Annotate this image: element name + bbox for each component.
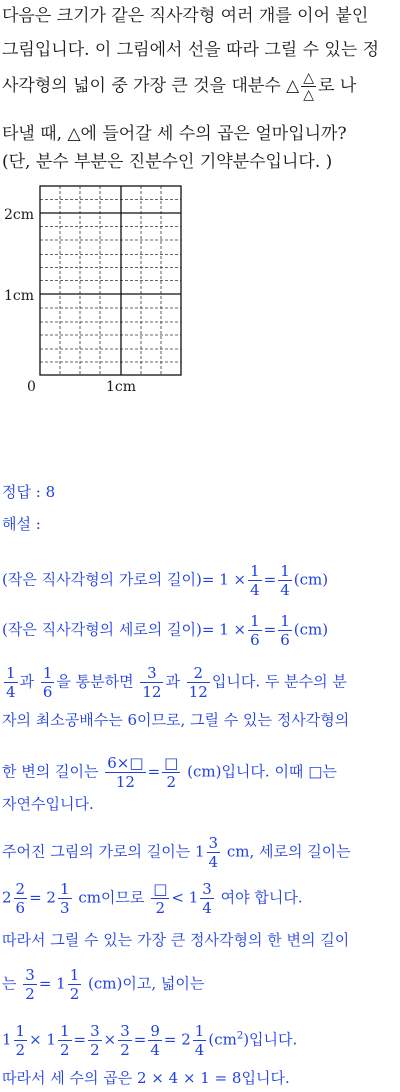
less-than-sign: < 1 (171, 888, 199, 907)
equals-sign: = 2 (29, 888, 56, 907)
solution-text: 과 (165, 672, 180, 691)
fraction-numerator: 3 (25, 966, 35, 984)
label-origin: 0 (27, 379, 36, 395)
solution-line-10 (2, 966, 204, 1003)
fraction (140, 664, 163, 701)
fraction-numerator: 1 (15, 1022, 26, 1040)
fraction-denominator: 12 (115, 773, 135, 791)
whole-number: 2 (2, 888, 12, 907)
fraction-numerator: □ (164, 754, 179, 772)
fraction-numerator: 6×□ (107, 754, 144, 772)
fraction-denominator: 2 (120, 1041, 130, 1059)
solution-text: 과 (19, 672, 35, 691)
solution-text: 한 변의 길이는 (2, 762, 99, 781)
times-sign: × (103, 1030, 117, 1049)
fraction (248, 612, 262, 649)
fraction-denominator: 4 (202, 899, 212, 917)
fraction (14, 880, 28, 917)
fraction-numerator: 1 (194, 1022, 205, 1040)
solution-line-9: 따라서 그릴 수 있는 가장 큰 정사각형의 한 변의 길이 (2, 931, 350, 949)
solution-text: 여야 합니다. (220, 888, 303, 907)
fraction-denominator: 6 (280, 631, 290, 649)
fraction-numerator: 2 (187, 664, 210, 683)
fraction-numerator: 1 (250, 562, 260, 580)
fraction-denominator: 6 (250, 631, 260, 649)
fraction-denominator: 3 (59, 899, 70, 917)
solution-line-11 (2, 1022, 297, 1059)
explanation-label: 해설 : (2, 515, 41, 533)
fraction (118, 1022, 132, 1059)
unit-text: (cm (208, 1030, 237, 1049)
question-line-3 (2, 70, 356, 103)
fraction-numerator: 1 (59, 880, 70, 898)
question-line-3-text-b: 로 나 (318, 76, 357, 96)
fraction-denominator: 4 (280, 581, 290, 599)
whole-number: 1 (2, 1030, 12, 1049)
question-line-1: 다음은 크기가 같은 직사각형 여러 개를 이어 붙인 (2, 6, 369, 26)
solution-text: 는 (2, 974, 17, 993)
fraction-numerator: 1 (69, 966, 80, 984)
fraction (187, 664, 210, 701)
fraction-denominator: 4 (150, 1041, 160, 1059)
solution-line-1 (2, 562, 328, 599)
fraction (151, 880, 169, 917)
equals-sign: = 2 (163, 1030, 191, 1049)
solution-text: 입니다. 두 분수의 분 (211, 672, 347, 691)
fraction (148, 1022, 162, 1059)
fraction-numerator: 1 (250, 612, 260, 630)
fraction-denominator: 6 (42, 683, 53, 701)
fraction (68, 966, 82, 1003)
solution-line-8 (2, 880, 303, 917)
fraction-denominator: 2 (166, 773, 176, 791)
solution-text: cm, 세로의 길이는 (226, 842, 351, 861)
fraction (14, 1022, 28, 1059)
fraction-denominator: 2 (25, 985, 35, 1003)
equals-sign: = (73, 1030, 87, 1049)
solution-text: (cm)입니다. 이때 □는 (187, 762, 337, 781)
fraction-denominator: 12 (188, 683, 208, 701)
grid-dashed-lines (40, 186, 181, 375)
fraction (88, 1022, 102, 1059)
equals-sign: = (147, 762, 161, 781)
fraction-denominator: 2 (90, 1041, 100, 1059)
solution-line-4: 자의 최소공배수는 6이므로, 그릴 수 있는 정사각형의 (2, 711, 350, 729)
fraction-numerator: 3 (120, 1022, 130, 1040)
fraction (193, 1022, 207, 1059)
label-1cm-y: 1cm (4, 288, 35, 304)
fraction-numerator: 9 (150, 1022, 160, 1040)
fraction-denominator: 6 (15, 899, 26, 917)
solution-text: (cm)이고, 넓이는 (88, 974, 205, 993)
solution-text: (작은 직사각형의 가로의 길이)= 1 × (2, 570, 247, 589)
fraction-denominator: 2 (69, 985, 80, 1003)
equals-sign: = 1 (38, 974, 66, 993)
fraction-numerator: 1 (280, 562, 290, 580)
fraction-denominator: △ (303, 87, 315, 103)
fraction-numerator: 1 (59, 1022, 70, 1040)
solution-line-5 (2, 754, 337, 791)
fraction-numerator: 3 (202, 880, 212, 898)
fraction (207, 834, 221, 871)
mixed-fraction-placeholder (301, 70, 316, 103)
label-2cm: 2cm (4, 207, 35, 223)
fraction-denominator: 4 (194, 1041, 205, 1059)
fraction-denominator: 4 (250, 581, 260, 599)
question-line-3-text-a: 사각형의 넓이 중 가장 큰 것을 대분수 △ (2, 76, 300, 96)
fraction-denominator: 12 (142, 683, 162, 701)
fraction (58, 1022, 72, 1059)
unit-text: (cm) (293, 570, 329, 589)
fraction (200, 880, 214, 917)
times-sign: × 1 (29, 1030, 56, 1049)
fraction (248, 562, 262, 599)
fraction-denominator: 2 (15, 1041, 26, 1059)
equals-sign: = (263, 570, 277, 589)
fraction (58, 880, 72, 917)
fraction-denominator: 2 (59, 1041, 70, 1059)
question-line-4: 타낼 때, △에 들어갈 세 수의 곱은 얼마입니까? (2, 124, 347, 144)
solution-line-6: 자연수입니다. (2, 795, 94, 813)
question-line-5: (단, 분수 부분은 진분수인 기약분수입니다. ) (2, 152, 333, 172)
fraction (41, 664, 55, 701)
fraction (278, 612, 292, 649)
grid-figure (0, 182, 200, 397)
unit-exponent: 2 (236, 1030, 244, 1042)
fraction (162, 754, 180, 791)
fraction-denominator: 4 (208, 853, 219, 871)
solution-line-3 (2, 664, 347, 701)
fraction-denominator: 2 (155, 899, 166, 917)
fraction (4, 664, 18, 701)
fraction-numerator: 3 (208, 834, 219, 852)
solution-line-12: 따라서 세 수의 곱은 2 × 4 × 1 = 8입니다. (2, 1069, 290, 1087)
solution-text: 주어진 그림의 가로의 길이는 1 (2, 842, 205, 861)
fraction-numerator: □ (153, 880, 168, 898)
question-line-2: 그림입니다. 이 그림에서 선을 따라 그릴 수 있는 정 (2, 40, 380, 60)
equals-sign: = (263, 620, 277, 639)
fraction (23, 966, 37, 1003)
solution-text: cm이므로 (78, 888, 145, 907)
fraction-numerator: 1 (42, 664, 53, 682)
fraction-numerator: 2 (15, 880, 26, 898)
equals-sign: = (133, 1030, 147, 1049)
label-1cm-x: 1cm (106, 379, 137, 395)
fraction-numerator: 3 (140, 664, 163, 683)
fraction-numerator: 3 (90, 1022, 100, 1040)
fraction-denominator: 4 (6, 683, 16, 701)
fraction (278, 562, 292, 599)
solution-line-2 (2, 612, 328, 649)
unit-text: (cm) (293, 620, 329, 639)
fraction (105, 754, 145, 791)
solution-text: 을 통분하면 (56, 672, 134, 691)
solution-text: (작은 직사각형의 세로의 길이)= 1 × (2, 620, 247, 639)
solution-text: )입니다. (243, 1030, 298, 1049)
answer-label: 정답 : 8 (2, 483, 56, 501)
solution-line-7 (2, 834, 351, 871)
fraction-numerator: △ (303, 70, 315, 86)
fraction-numerator: 1 (280, 612, 290, 630)
fraction-numerator: 1 (6, 664, 16, 682)
